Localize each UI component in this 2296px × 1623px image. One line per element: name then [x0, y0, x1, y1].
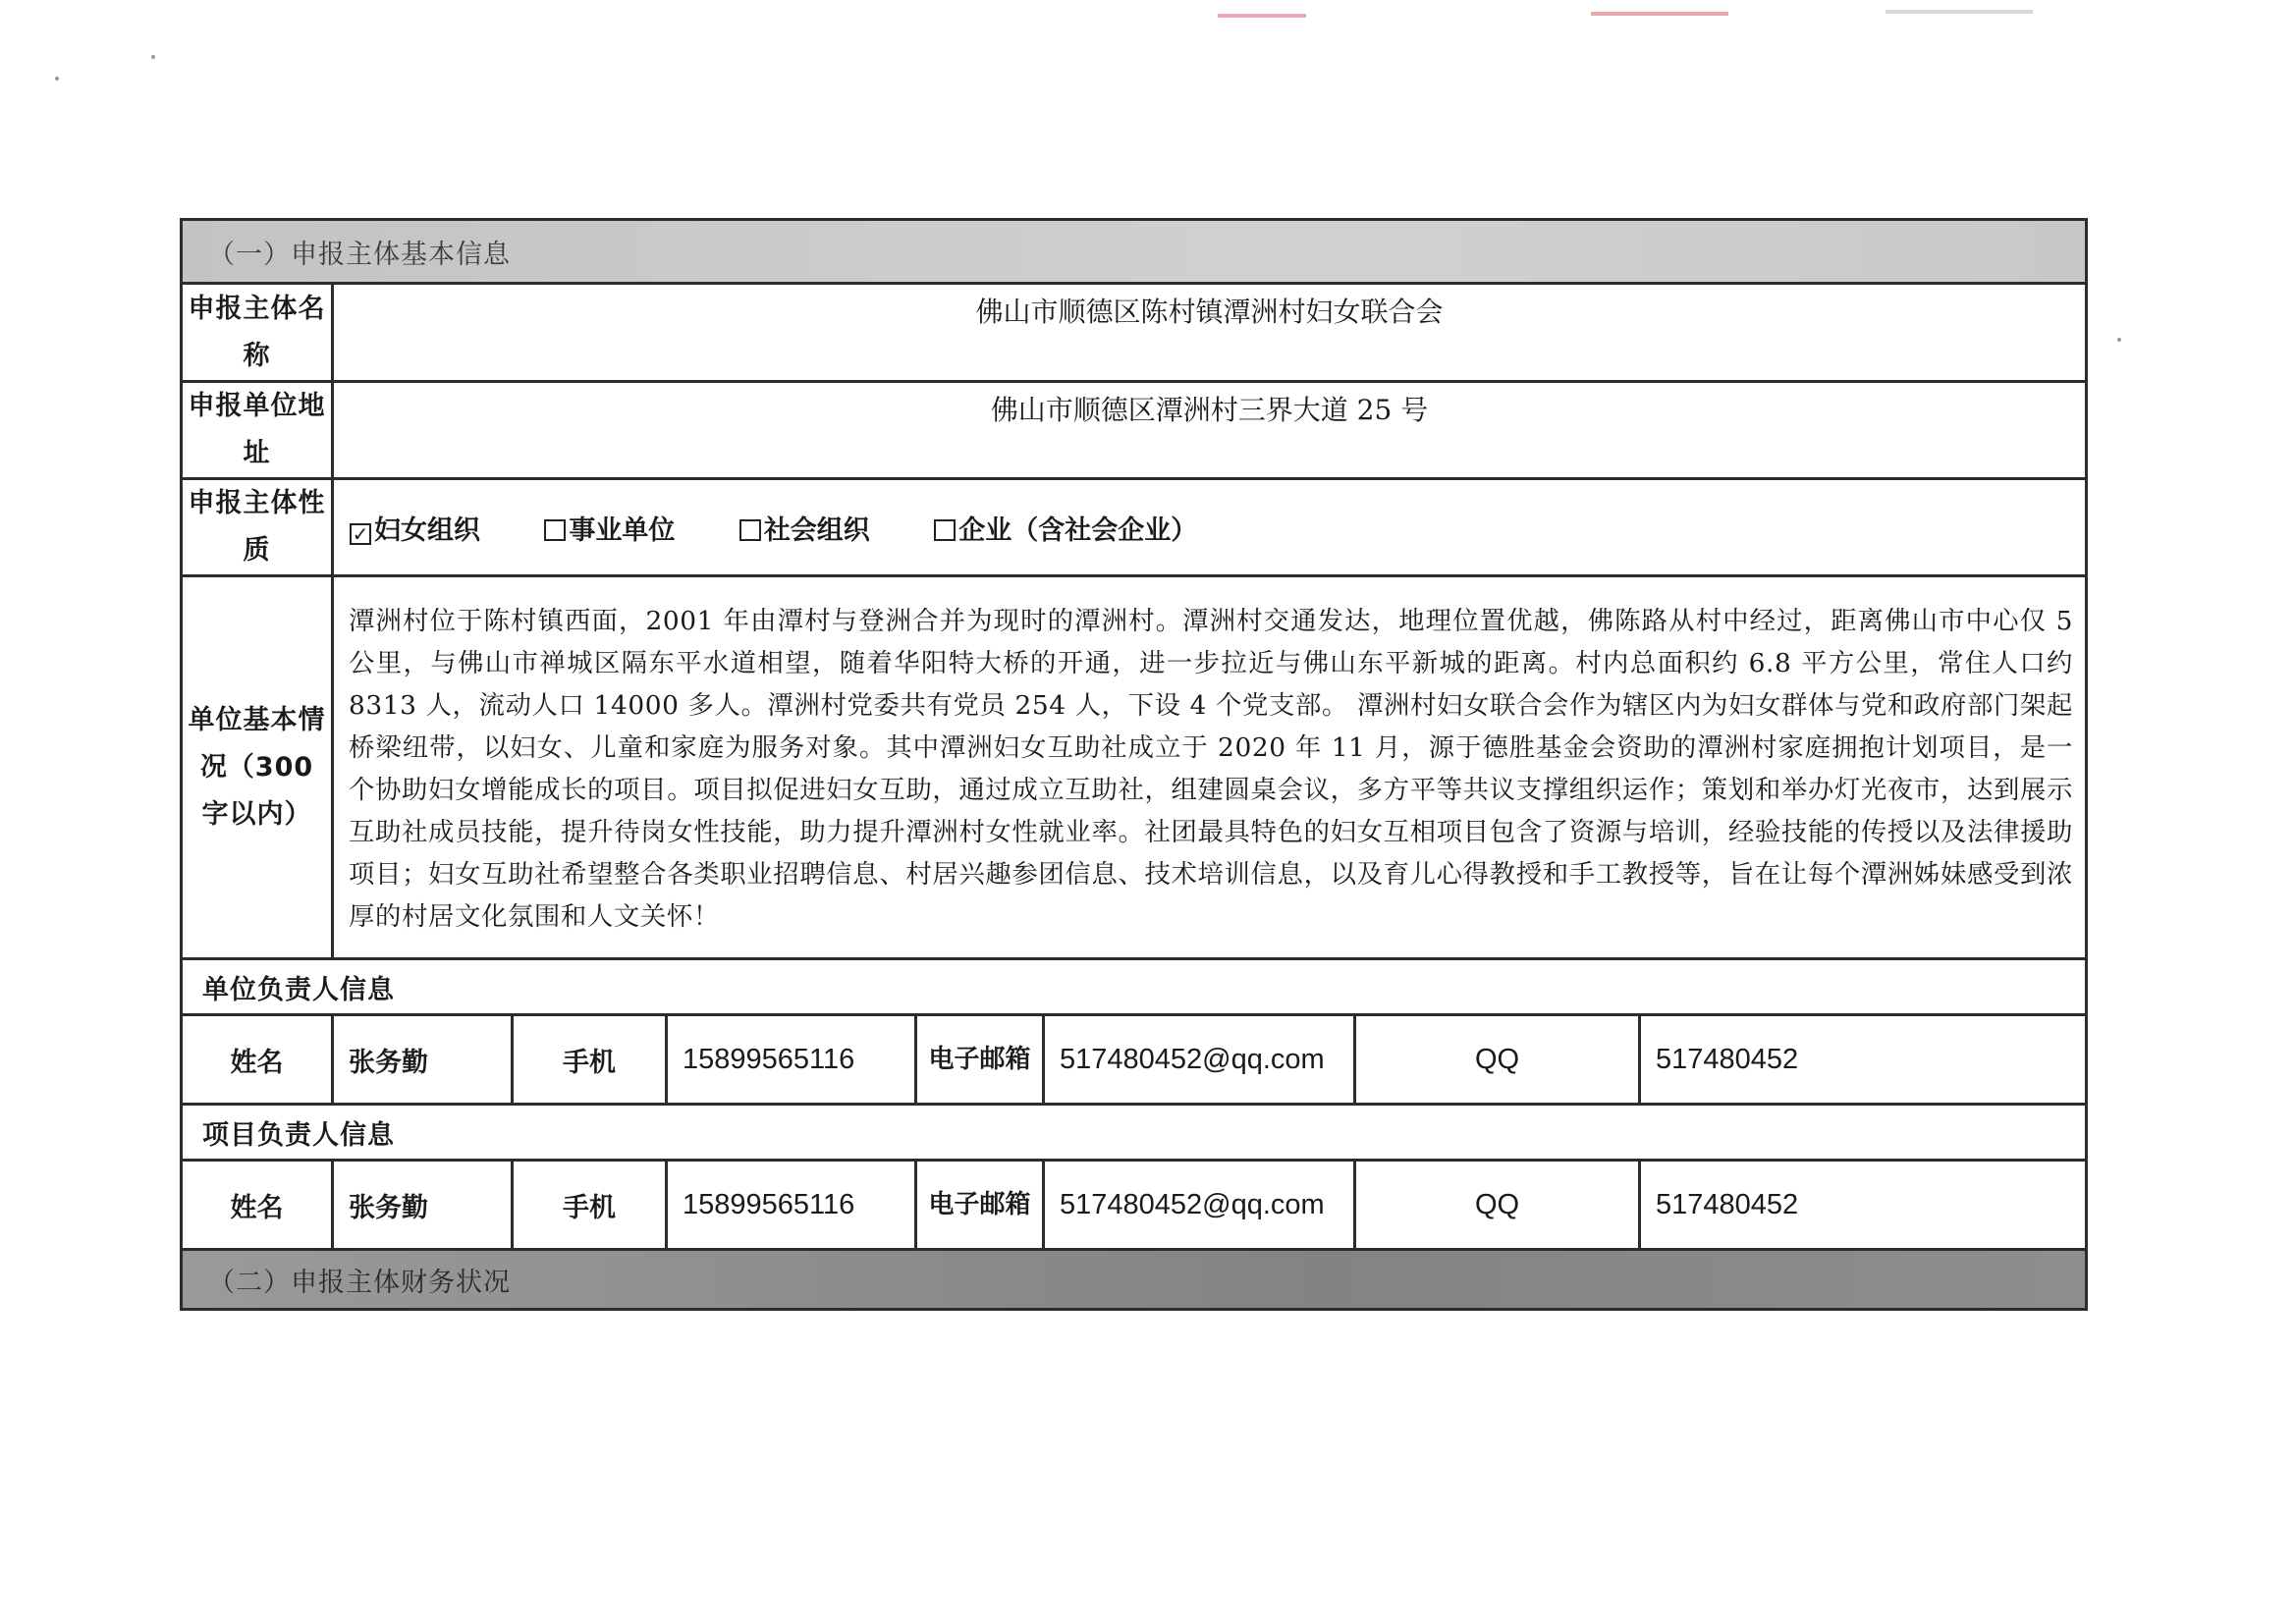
unit-head-phone: 15899565116	[667, 1015, 916, 1105]
nature-label: 申报主体性质	[182, 479, 333, 576]
scan-speck	[55, 77, 59, 81]
nature-option-enterprise[interactable]: 企业（含社会企业）	[934, 509, 1197, 547]
application-form	[180, 218, 2085, 1311]
section-finance-header: （二）申报主体财务状况	[182, 1250, 2087, 1310]
unit-head-name: 张务勤	[333, 1015, 513, 1105]
intro-label: 单位基本情况（300 字以内）	[182, 576, 333, 959]
checkbox-icon[interactable]	[739, 519, 761, 541]
scan-mark	[1886, 10, 2033, 14]
project-head-name: 张务勤	[333, 1161, 513, 1250]
unit-head-email-label: 电子邮箱	[916, 1015, 1044, 1105]
project-head-phone-label: 手机	[513, 1161, 667, 1250]
project-head-email: 517480452@qq.com	[1044, 1161, 1355, 1250]
intro-text: 潭洲村位于陈村镇西面，2001 年由潭村与登洲合并为现时的潭洲村。潭洲村交通发达，地理位置优越，佛陈路从村中经过，距离佛山市中心仅 5 公里，与佛山市禅城区隔东平水道相望，随着华阳特大桥的开通，进一步拉近与佛山东平新城的距离。村内总面积约 6.8 平方公里，常住人口约 8313 人，流动人口 14000 多人。潭洲村党委共有党员 254 人，下设 4 个党支部。 潭洲村妇女联合会作为辖区内为妇女群体与党和政府部门架起桥梁纽带，以妇女、儿童和家庭为服务对象。其中潭洲妇女互助社成立于 2020 年 11 月，源于德胜基金会资助的潭洲村家庭拥抱计划项目，是一个协助妇女增能成长的项目。项目拟促进妇女互助，通过成立互助社，组建圆桌会议，多方平等共议支撑组织运作；策划和举办灯光夜市，达到展示互助社成员技能，提升待岗女性技能，助力提升潭洲村女性就业率。社团最具特色的妇女互相项目包含了资源与培训，经验技能的传授以及法律援助项目；妇女互助社希望整合各类职业招聘信息、村居兴趣参团信息、技术培训信息，以及育儿心得教授和手工教授等，旨在让每个潭洲姊妹感受到浓厚的村居文化氛围和人文关怀！	[333, 576, 2087, 959]
project-head-title: 项目负责人信息	[182, 1105, 2087, 1161]
unit-head-phone-label: 手机	[513, 1015, 667, 1105]
address-value: 佛山市顺德区潭洲村三界大道 25 号	[333, 382, 2087, 479]
project-head-name-label: 姓名	[182, 1161, 333, 1250]
checkbox-icon[interactable]	[544, 519, 566, 541]
scan-mark	[1218, 14, 1306, 18]
nature-option-public[interactable]: 事业单位	[544, 509, 675, 547]
nature-options	[333, 479, 2087, 576]
project-head-phone: 15899565116	[667, 1161, 916, 1250]
scan-speck	[2117, 338, 2121, 342]
unit-head-qq-label: QQ	[1355, 1015, 1640, 1105]
nature-option-social[interactable]: 社会组织	[739, 509, 870, 547]
name-value: 佛山市顺德区陈村镇潭洲村妇女联合会	[333, 284, 2087, 382]
nature-option-women[interactable]: ✓ 妇女组织	[350, 509, 480, 547]
project-head-qq-label: QQ	[1355, 1161, 1640, 1250]
address-label: 申报单位地址	[182, 382, 333, 479]
project-head-email-label: 电子邮箱	[916, 1161, 1044, 1250]
name-label: 申报主体名称	[182, 284, 333, 382]
checkbox-icon[interactable]	[934, 519, 956, 541]
unit-head-name-label: 姓名	[182, 1015, 333, 1105]
project-head-qq: 517480452	[1640, 1161, 2087, 1250]
scan-speck	[151, 55, 155, 59]
form-table	[180, 218, 2088, 1311]
unit-head-qq: 517480452	[1640, 1015, 2087, 1105]
unit-head-title: 单位负责人信息	[182, 959, 2087, 1015]
unit-head-email: 517480452@qq.com	[1044, 1015, 1355, 1105]
scan-mark	[1591, 12, 1728, 16]
checkbox-checked-icon[interactable]: ✓	[350, 523, 371, 545]
section-basic-header: （一）申报主体基本信息	[182, 220, 2087, 284]
